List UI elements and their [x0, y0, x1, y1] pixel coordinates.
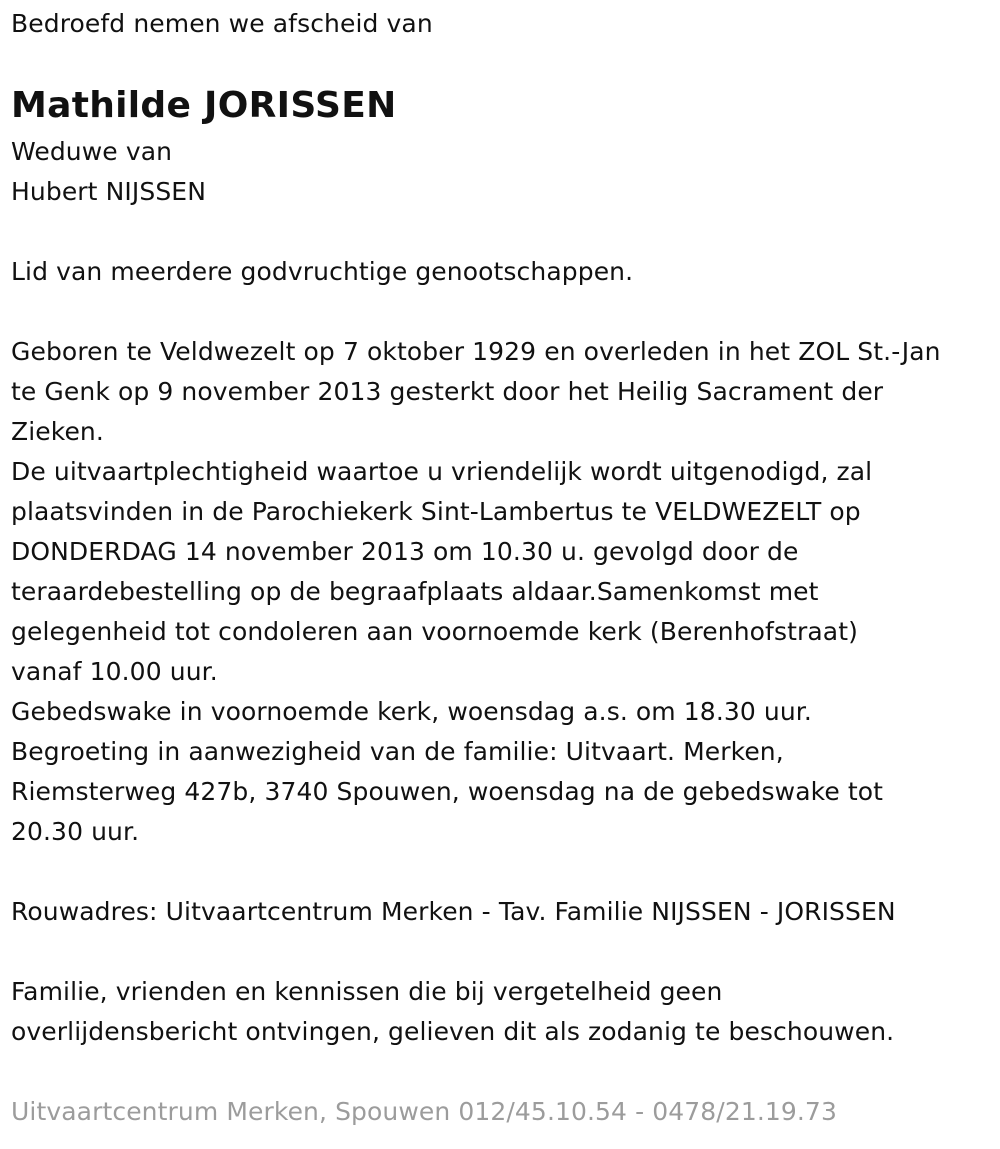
- body-line: teraardebestelling op de begraafplaats aldaar.Samenkomst met: [11, 577, 819, 606]
- widow-block: [11, 132, 991, 212]
- spouse-name: Hubert NIJSSEN: [11, 177, 207, 206]
- body-paragraph: [11, 332, 991, 852]
- membership-text: Lid van meerdere godvruchtige genootschappen.: [11, 257, 634, 286]
- mourning-address: Rouwadres: Uitvaartcentrum Merken - Tav. Familie NIJSSEN - JORISSEN: [11, 897, 896, 926]
- intro-text: Bedroefd nemen we afscheid van: [11, 9, 433, 38]
- spacer: [11, 212, 991, 252]
- spacer: [11, 932, 991, 972]
- obituary-notice: [11, 0, 991, 1132]
- notice-line: Familie, vrienden en kennissen die bij vergetelheid geen: [11, 977, 723, 1006]
- body-line: Geboren te Veldwezelt op 7 oktober 1929 en overleden in het ZOL St.-Jan: [11, 337, 941, 366]
- body-line: plaatsvinden in de Parochiekerk Sint-Lambertus te VELDWEZELT op: [11, 497, 861, 526]
- widow-label: Weduwe van: [11, 137, 173, 166]
- body-line: vanaf 10.00 uur.: [11, 657, 218, 686]
- body-line: DONDERDAG 14 november 2013 om 10.30 u. gevolgd door de: [11, 537, 799, 566]
- deceased-name: Mathilde JORISSEN: [11, 85, 397, 126]
- body-line: De uitvaartplechtigheid waartoe u vriendelijk wordt uitgenodigd, zal: [11, 457, 873, 486]
- spacer: [11, 292, 991, 332]
- body-line: Gebedswake in voornoemde kerk, woensdag a.s. om 18.30 uur.: [11, 697, 812, 726]
- spacer: [11, 1052, 991, 1092]
- body-line: te Genk op 9 november 2013 gesterkt door het Heilig Sacrament der: [11, 377, 884, 406]
- notice-line: overlijdensbericht ontvingen, gelieven dit als zodanig te beschouwen.: [11, 1017, 895, 1046]
- body-line: Begroeting in aanwezigheid van de familie: Uitvaart. Merken,: [11, 737, 784, 766]
- notice-paragraph: [11, 972, 991, 1052]
- body-line: Zieken.: [11, 417, 104, 446]
- body-line: 20.30 uur.: [11, 817, 140, 846]
- body-line: gelegenheid tot condoleren aan voornoemde kerk (Berenhofstraat): [11, 617, 858, 646]
- spacer: [11, 852, 991, 892]
- body-line: Riemsterweg 427b, 3740 Spouwen, woensdag na de gebedswake tot: [11, 777, 884, 806]
- funeral-home-contact: Uitvaartcentrum Merken, Spouwen 012/45.10.54 - 0478/21.19.73: [11, 1097, 837, 1126]
